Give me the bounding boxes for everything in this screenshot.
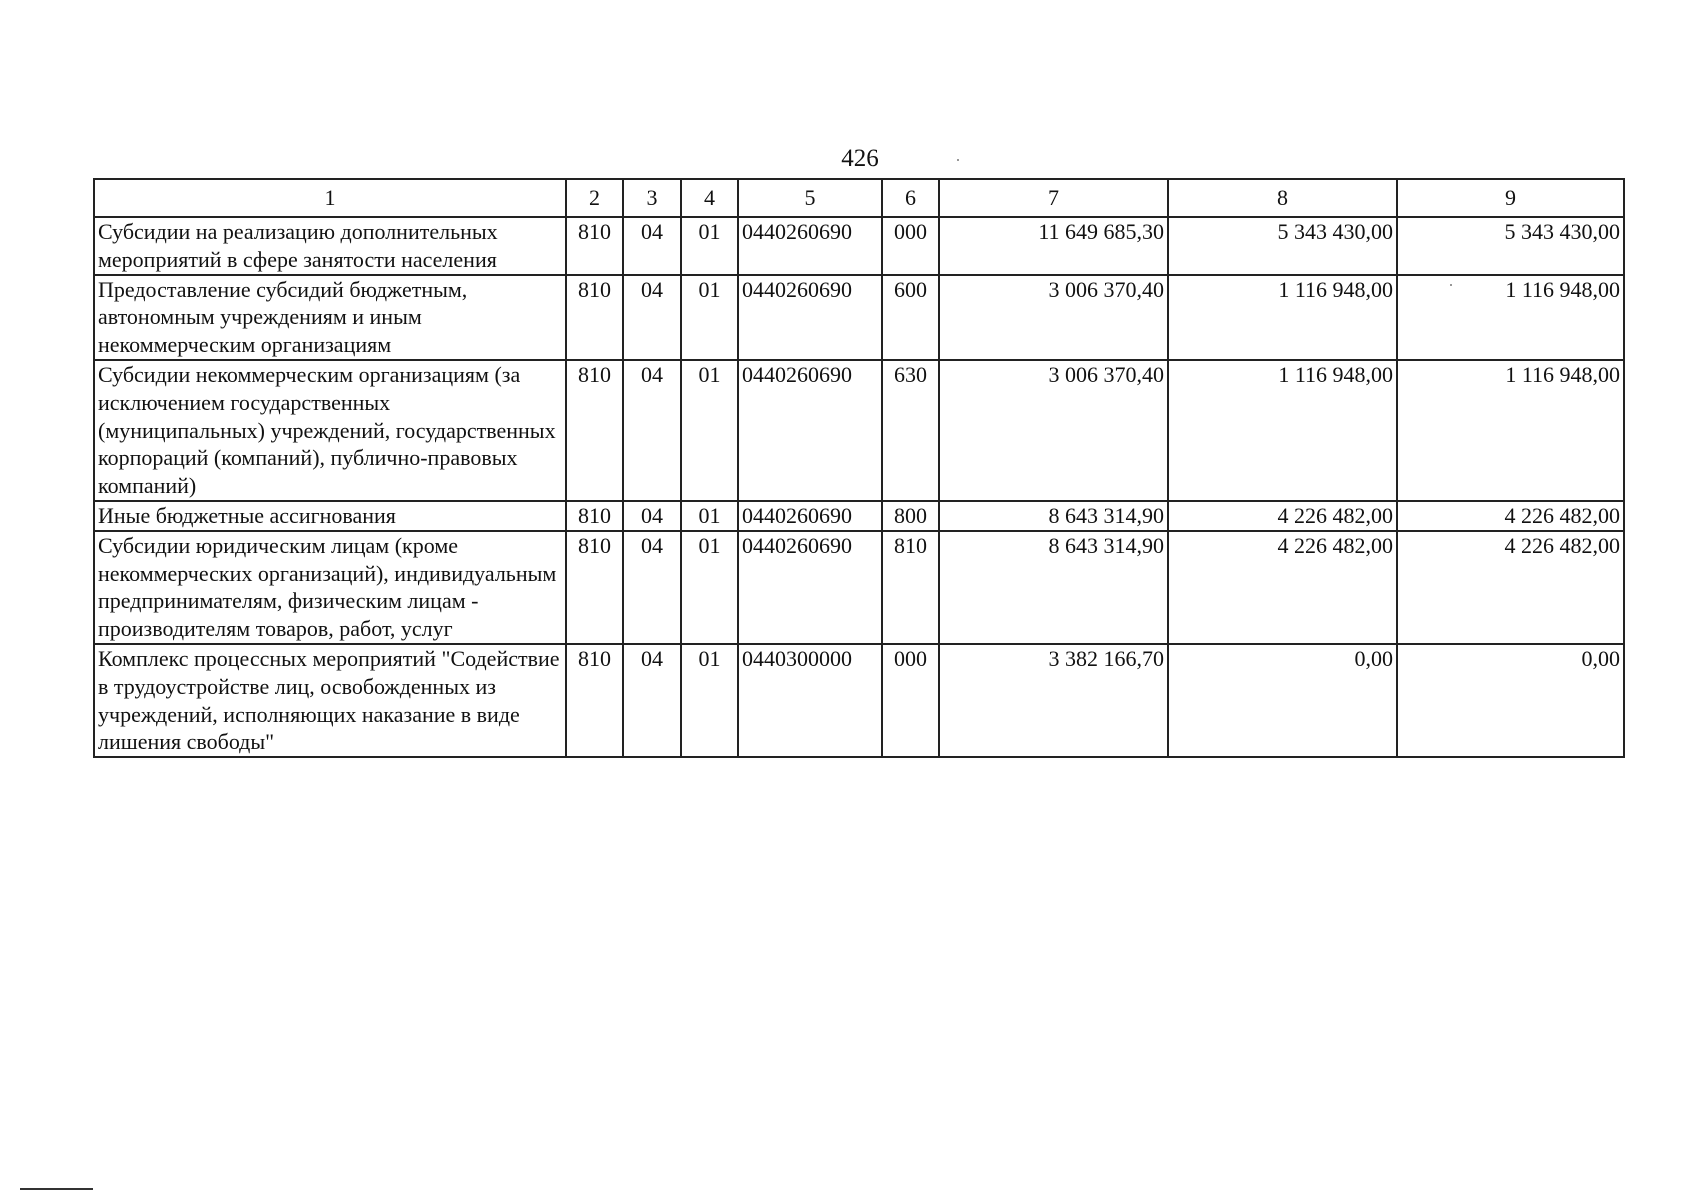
row-code-2: 810 — [566, 531, 623, 644]
row-code-3: 04 — [623, 644, 681, 757]
row-amount-7: 3 006 370,40 — [939, 360, 1168, 501]
page-number: 426 — [841, 145, 879, 172]
table-row — [94, 275, 1624, 360]
row-amount-9: 4 226 482,00 — [1397, 501, 1624, 531]
row-code-6: 630 — [882, 360, 939, 501]
scan-edge-line — [20, 1188, 93, 1190]
row-code-2: 810 — [566, 360, 623, 501]
row-amount-8: 4 226 482,00 — [1168, 501, 1397, 531]
row-amount-9: 5 343 430,00 — [1397, 217, 1624, 275]
row-amount-7: 11 649 685,30 — [939, 217, 1168, 275]
row-amount-9: 1 116 948,00 — [1397, 360, 1624, 501]
header-cell-7: 7 — [939, 179, 1168, 217]
row-code-6: 000 — [882, 644, 939, 757]
row-code-5: 0440260690 — [738, 501, 882, 531]
row-name: Субсидии юридическим лицам (кроме некоммерческих организаций), индивидуальным предпринимателям, физическим лицам - производителям товаров, работ, услуг — [94, 531, 566, 644]
row-code-3: 04 — [623, 501, 681, 531]
header-cell-1: 1 — [94, 179, 566, 217]
header-cell-6: 6 — [882, 179, 939, 217]
row-amount-8: 5 343 430,00 — [1168, 217, 1397, 275]
row-code-3: 04 — [623, 217, 681, 275]
row-code-5: 0440260690 — [738, 531, 882, 644]
row-code-4: 01 — [681, 531, 738, 644]
row-code-3: 04 — [623, 275, 681, 360]
row-name: Субсидии некоммерческим организациям (за исключением государственных (муниципальных) учреждений, государственных корпораций (компаний), публично-правовых компаний) — [94, 360, 566, 501]
header-cell-8: 8 — [1168, 179, 1397, 217]
row-code-4: 01 — [681, 644, 738, 757]
row-amount-7: 8 643 314,90 — [939, 501, 1168, 531]
row-amount-7: 3 006 370,40 — [939, 275, 1168, 360]
table-row — [94, 360, 1624, 501]
header-cell-5: 5 — [738, 179, 882, 217]
row-code-4: 01 — [681, 501, 738, 531]
row-code-2: 810 — [566, 275, 623, 360]
header-cell-2: 2 — [566, 179, 623, 217]
row-amount-9: 4 226 482,00 — [1397, 531, 1624, 644]
budget-table — [93, 178, 1625, 758]
row-name: Комплекс процессных мероприятий "Содействие в трудоустройстве лиц, освобожденных из учреждений, исполняющих наказание в виде лишения свободы" — [94, 644, 566, 757]
scan-speck — [957, 159, 959, 161]
scan-speck — [1450, 284, 1452, 286]
row-code-4: 01 — [681, 217, 738, 275]
row-code-2: 810 — [566, 501, 623, 531]
row-amount-9: 0,00 — [1397, 644, 1624, 757]
row-amount-8: 4 226 482,00 — [1168, 531, 1397, 644]
row-code-3: 04 — [623, 531, 681, 644]
row-amount-8: 1 116 948,00 — [1168, 275, 1397, 360]
row-code-5: 0440260690 — [738, 217, 882, 275]
row-code-6: 810 — [882, 531, 939, 644]
header-cell-9: 9 — [1397, 179, 1624, 217]
table-row — [94, 531, 1624, 644]
row-code-3: 04 — [623, 360, 681, 501]
row-code-4: 01 — [681, 275, 738, 360]
row-code-5: 0440260690 — [738, 275, 882, 360]
table-row — [94, 501, 1624, 531]
row-code-6: 000 — [882, 217, 939, 275]
row-amount-9: 1 116 948,00 — [1397, 275, 1624, 360]
row-amount-7: 3 382 166,70 — [939, 644, 1168, 757]
row-code-5: 0440300000 — [738, 644, 882, 757]
row-name: Субсидии на реализацию дополнительных мероприятий в сфере занятости населения — [94, 217, 566, 275]
row-code-2: 810 — [566, 217, 623, 275]
row-code-4: 01 — [681, 360, 738, 501]
table-row — [94, 644, 1624, 757]
row-name: Иные бюджетные ассигнования — [94, 501, 566, 531]
header-row — [94, 179, 1624, 217]
table-row — [94, 217, 1624, 275]
header-cell-4: 4 — [681, 179, 738, 217]
row-name: Предоставление субсидий бюджетным, автономным учреждениям и иным некоммерческим организациям — [94, 275, 566, 360]
row-code-5: 0440260690 — [738, 360, 882, 501]
header-cell-3: 3 — [623, 179, 681, 217]
row-amount-7: 8 643 314,90 — [939, 531, 1168, 644]
row-amount-8: 0,00 — [1168, 644, 1397, 757]
row-code-6: 800 — [882, 501, 939, 531]
row-amount-8: 1 116 948,00 — [1168, 360, 1397, 501]
row-code-2: 810 — [566, 644, 623, 757]
row-code-6: 600 — [882, 275, 939, 360]
